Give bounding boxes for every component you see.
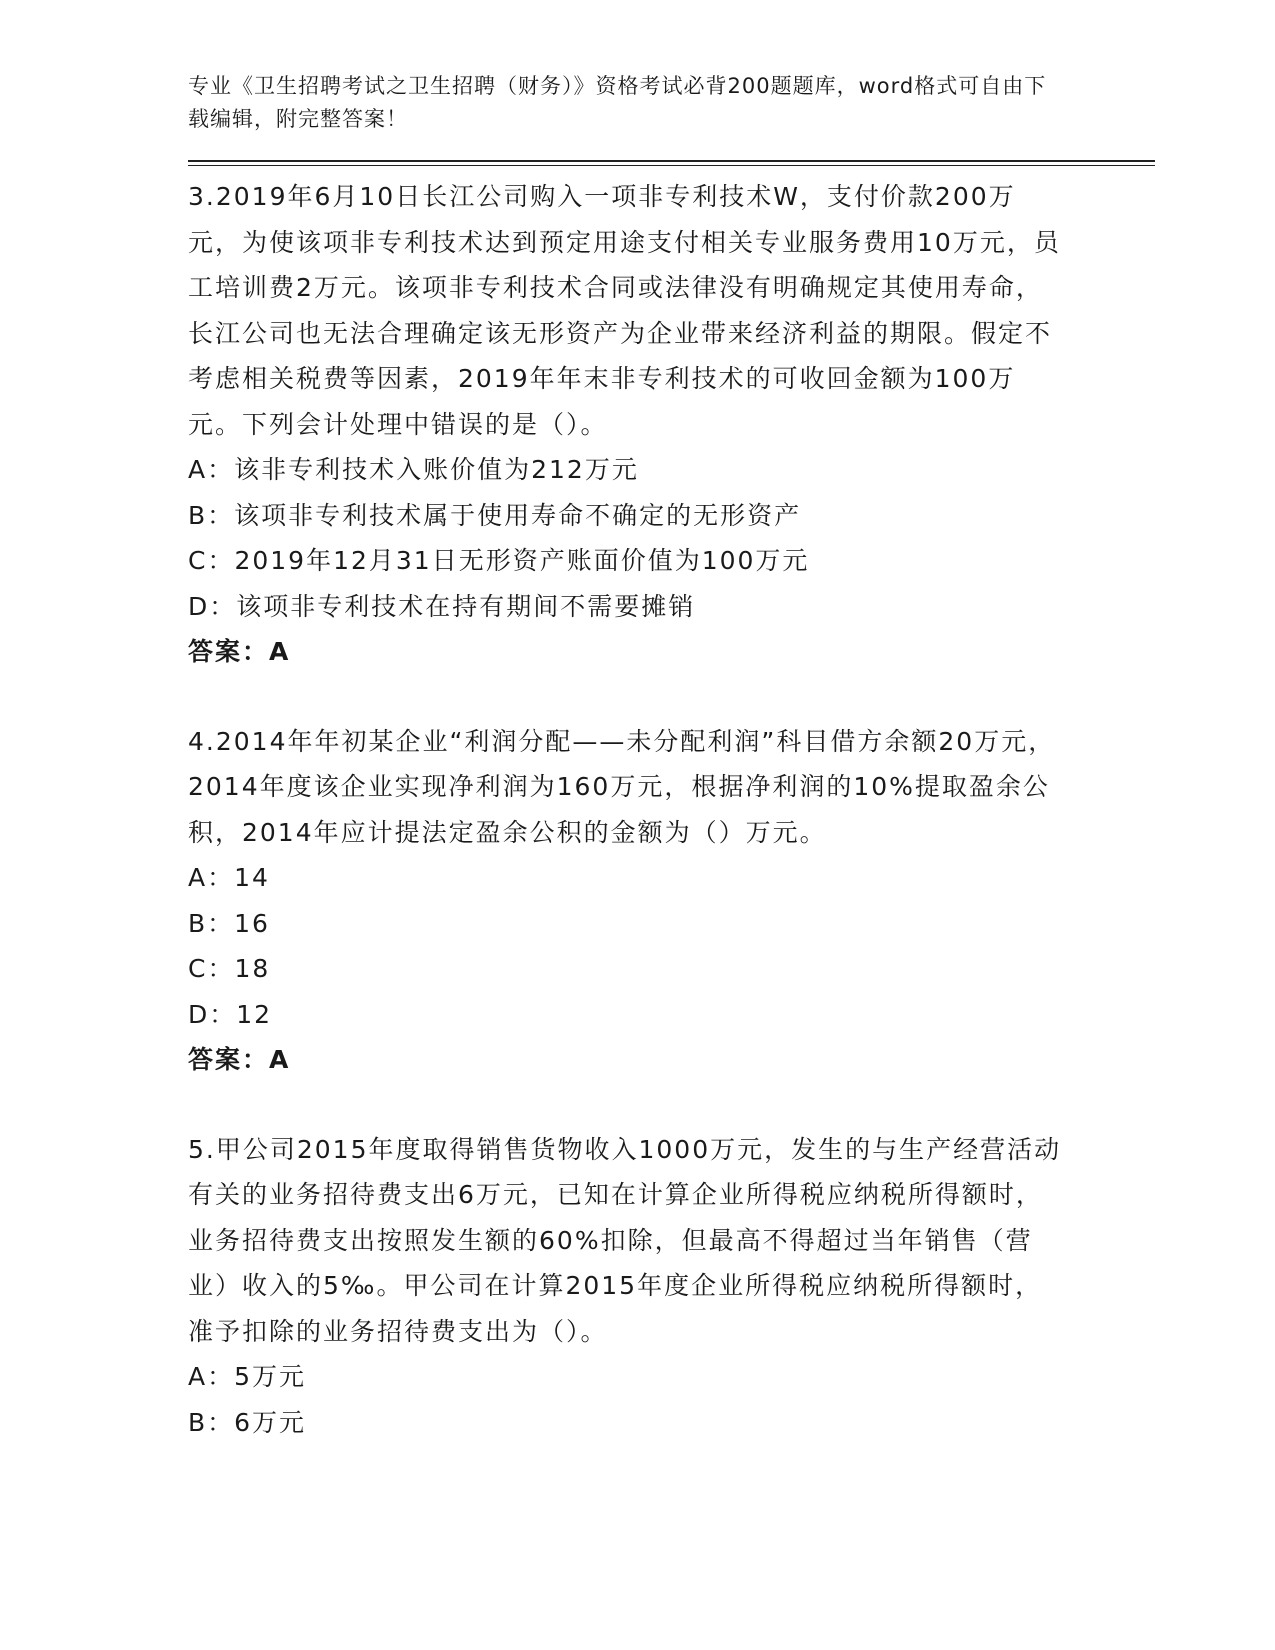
question-stem: 5.甲公司2015年度取得销售货物收入1000万元，发生的与生产经营活动有关的业务招待费支出6万元，已知在计算企业所得税应纳税所得额时，业务招待费支出按照发生额的60%扣除，但最高不得超过当年销售（营业）收入的5‰。甲公司在计算2015年度企业所得税应纳税所得额时，准予扣除的业务招待费支出为（）。 — [188, 1134, 1062, 1346]
option-d: D：12 — [188, 999, 273, 1029]
option-d: D：该项非专利技术在持有期间不需要摊销 — [188, 591, 696, 621]
header-divider-thin — [188, 165, 1155, 166]
option-a: A：14 — [188, 863, 270, 892]
header-divider-thick — [188, 160, 1155, 162]
answer: 答案：A — [188, 637, 291, 666]
option-b: B：6万元 — [188, 1407, 307, 1437]
option-b: B：16 — [188, 908, 270, 938]
question-5 — [188, 1127, 1068, 1446]
option-b: B：该项非专利技术属于使用寿命不确定的无形资产 — [188, 500, 802, 530]
document-page — [188, 70, 1108, 1445]
document-header-title: 专业《卫生招聘考试之卫生招聘（财务）》资格考试必背200题题库，word格式可自由下载编辑，附完整答案！ — [188, 74, 1047, 131]
question-stem: 4.2014年年初某企业“利润分配——未分配利润”科目借方余额20万元，2014年度该企业实现净利润为160万元，根据净利润的10%提取盈余公积，2014年应计提法定盈余公积的金额为（）万元。 — [188, 726, 1056, 847]
answer: 答案：A — [188, 1045, 291, 1074]
option-a: A：5万元 — [188, 1362, 307, 1391]
question-stem: 3.2019年6月10日长江公司购入一项非专利技术W，支付价款200万元，为使该项非专利技术达到预定用途支付相关专业服务费用10万元，员工培训费2万元。该项非专利技术合同或法律没有明确规定其使用寿命，长江公司也无法合理确定该无形资产为企业带来经济利益的期限。假定不考虑相关税费等因素，2019年年末非专利技术的可收回金额为100万元。下列会计处理中错误的是（）。 — [188, 182, 1061, 439]
option-c: C：18 — [188, 954, 271, 983]
option-c: C：2019年12月31日无形资产账面价值为100万元 — [188, 546, 810, 575]
question-4 — [188, 719, 1068, 1083]
question-3 — [188, 174, 1068, 675]
option-a: A：该非专利技术入账价值为212万元 — [188, 455, 639, 484]
